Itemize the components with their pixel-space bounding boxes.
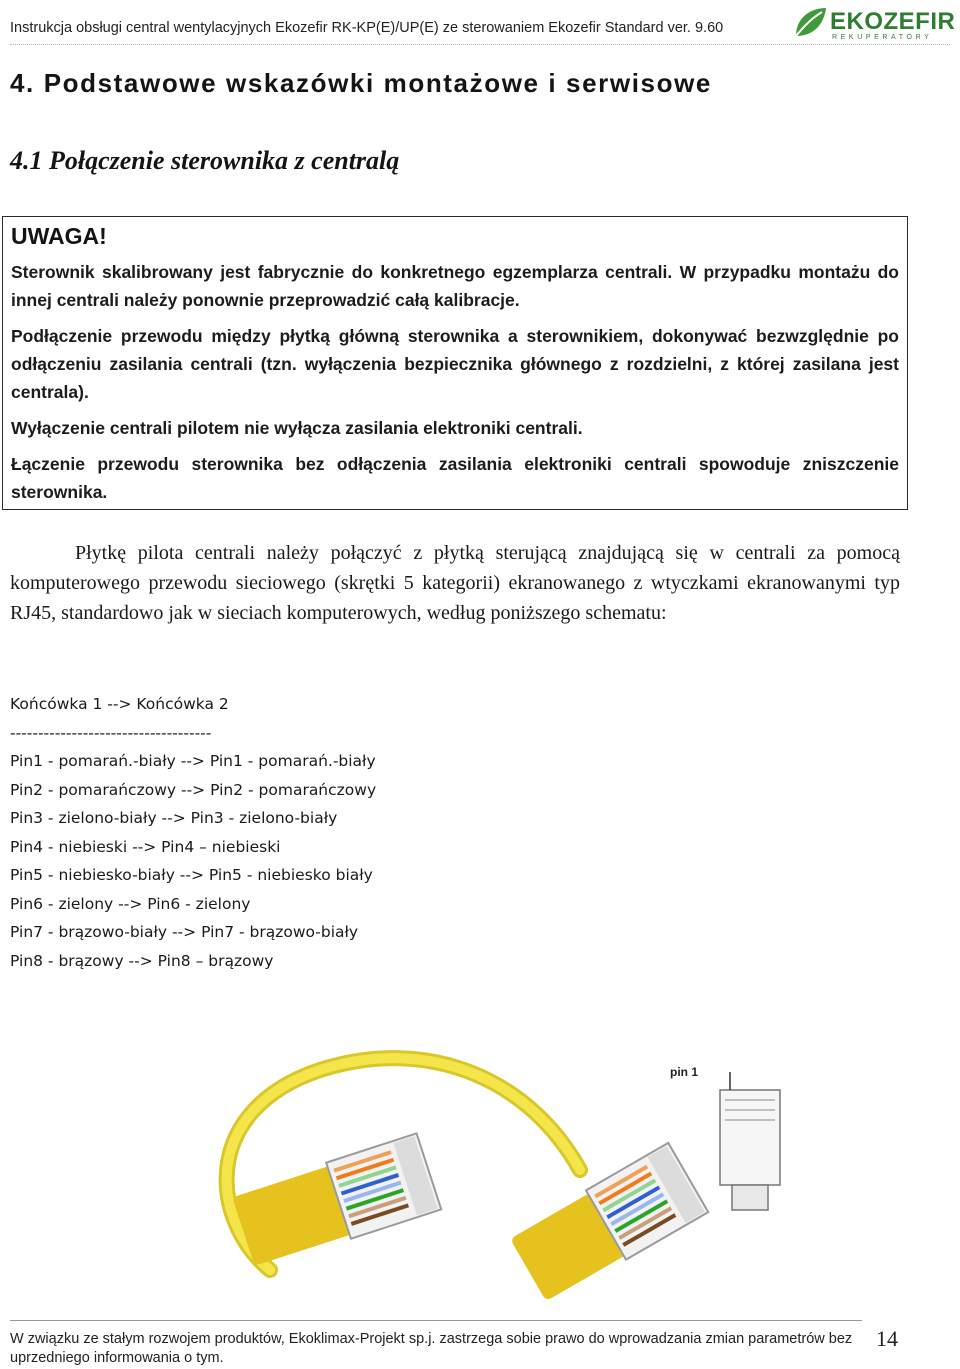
page-number: 14 (876, 1326, 898, 1351)
logo-subtitle: REKUPERATORY (832, 34, 933, 41)
rj45-cable-illustration (200, 1020, 800, 1320)
warning-title: UWAGA! (11, 223, 107, 249)
pin-line: Pin7 - brązowo-biały --> Pin7 - brązowo-biały (10, 923, 359, 941)
section-title: 4. Podstawowe wskazówki montażowe i serwisowe (10, 68, 712, 98)
pin-line: Pin2 - pomarańczowy --> Pin2 - pomarańczowy (10, 780, 377, 799)
warning-paragraph: Sterownik skalibrowany jest fabrycznie do konkretnego egzemplarza centrali. W przypadku montażu do innej centrali należy ponownie przeprowadzić całą kalibracje. (11, 262, 899, 310)
warning-paragraph: Podłączenie przewodu między płytką główną sterownika a sterownikiem, dokonywać bezwzględnie po odłączeniu zasilania centrali (tzn. wyłączenia bezpiecznika głównego z rozdzielni, z której zasilana jest centrala). (11, 326, 899, 402)
leaf-icon (790, 4, 830, 44)
pin-line: Pin6 - zielony --> Pin6 - zielony (10, 894, 251, 913)
ekozefir-logo (790, 4, 955, 44)
logo-brand-text: EKOZEFIR (830, 8, 956, 35)
pin1-label: pin 1 (670, 1065, 699, 1079)
footer-divider (10, 1320, 862, 1321)
body-paragraph: Płytkę pilota centrali należy połączyć z płytką sterującą znajdującą się w centrali za pomocą komputerowego przewodu sieciowego (skrętki 5 kategorii) ekranowanego z wtyczkami ekranowanymi typ RJ45, standardowo jak w sieciach komputerowych, według poniższego schematu: (10, 542, 900, 624)
pin-line: Pin8 - brązowy --> Pin8 – brązowy (10, 951, 274, 970)
warning-paragraph: Łączenie przewodu sterownika bez odłączenia zasilania elektroniki centrali spowoduje zniszczenie sterownika. (11, 454, 899, 502)
pin-line: Pin5 - niebiesko-biały --> Pin5 - niebiesko biały (10, 866, 373, 884)
rj45-plug-detail (720, 1072, 780, 1210)
pinout-heading: Końcówka 1 --> Końcówka 2 (10, 695, 229, 713)
subsection-title: 4.1 Połączenie sterownika z centralą (10, 146, 400, 175)
footer-disclaimer: W związku ze stałym rozwojem produktów, Ekoklimax-Projekt sp.j. zastrzega sobie prawo do wprowadzania zmian parametrów bez uprzedniego informowania o tym. (10, 1331, 853, 1366)
warning-paragraph: Wyłączenie centrali pilotem nie wyłącza zasilania elektroniki centrali. (11, 418, 583, 438)
pin-line: Pin1 - pomarań.-biały --> Pin1 - pomarań.-biały (10, 752, 376, 770)
header-divider (10, 44, 950, 45)
pin-line: Pin3 - zielono-biały --> Pin3 - zielono-biały (10, 809, 338, 827)
pinout-list (10, 694, 376, 979)
rj45-cable-figure (200, 1020, 800, 1320)
document-header-title: Instrukcja obsługi central wentylacyjnych Ekozefir RK-KP(E)/UP(E) ze sterowaniem Ekozefir Standard ver. 9.60 (10, 20, 724, 36)
pinout-separator: ------------------------------------ (10, 723, 212, 742)
pin-line: Pin4 - niebieski --> Pin4 – niebieski (10, 837, 281, 856)
warning-box (2, 216, 908, 510)
